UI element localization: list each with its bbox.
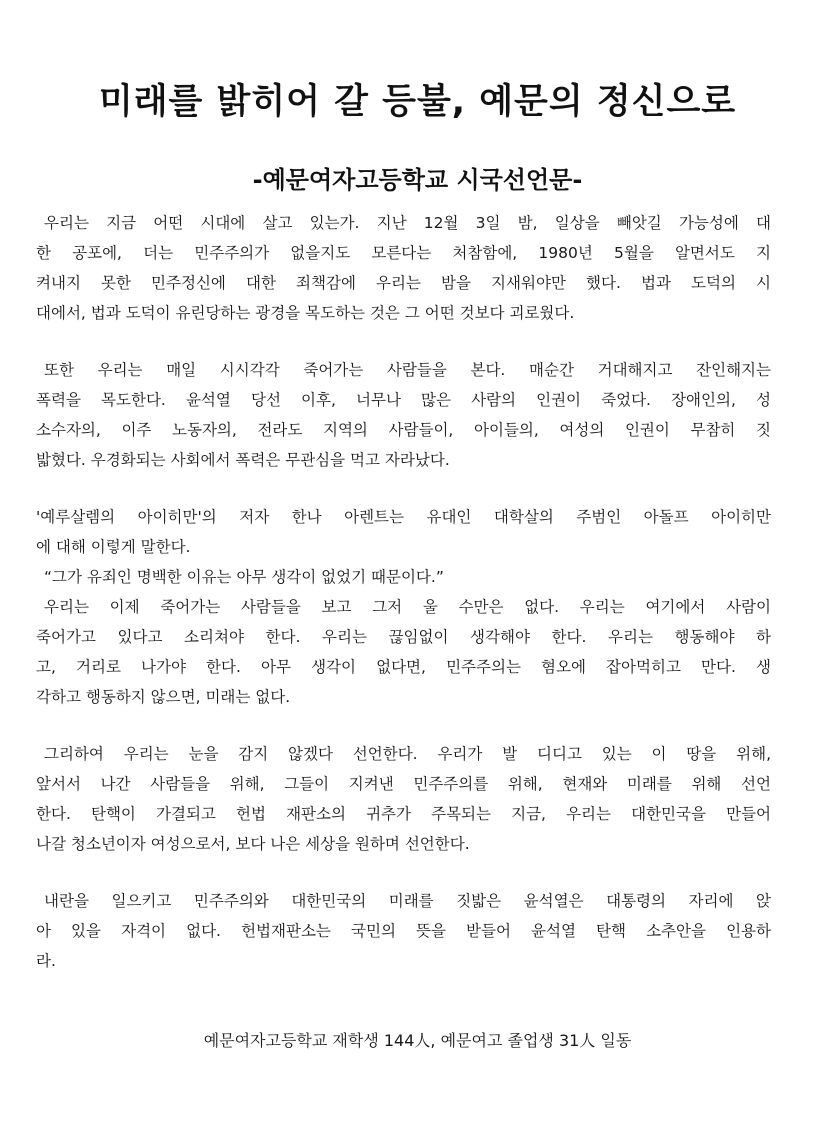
paragraph-line: 고, 거리로 나가야 한다. 아무 생각이 없다면, 민주주의는 혐오에 잡아먹히고 만다. 생 [36,658,771,676]
paragraph-line: 또한 우리는 매일 시시각각 죽어가는 사람들을 본다. 매순간 거대해지고 잔인해지는 [44,361,771,379]
paragraph-line: 각하고 행동하지 않으면, 미래는 없다. [36,688,291,706]
document-subtitle: -예문여자고등학교 시국선언문- [252,166,583,194]
paragraph-line: 대에서, 법과 도덕이 유린당하는 광경을 목도하는 것은 그 어떤 것보다 괴로웠다. [36,304,575,322]
paragraph-line: 소수자의, 이주 노동자의, 전라도 지역의 사람들이, 아이들의, 여성의 인권이 무참히 짓 [36,421,771,439]
document-body [36,208,771,1003]
paragraph-line: 켜내지 못한 민주정신에 대한 죄책감에 우리는 밤을 지새워야만 했다. 법과 도덕의 시 [36,274,771,292]
paragraph-line: 죽어가고 있다고 소리쳐야 한다. 우리는 끊임없이 생각해야 한다. 우리는 행동해야 하 [36,628,771,646]
paragraph-line: 나갈 청소년이자 여성으로서, 보다 나은 세상을 원하며 선언한다. [36,835,470,853]
paragraph-line: 에 대해 이렇게 말한다. [36,538,191,556]
paragraph-line: 그리하여 우리는 눈을 감지 않겠다 선언한다. 우리가 발 디디고 있는 이 땅을 위해, [44,745,771,763]
paragraph-line: 앞서서 나간 사람들을 위해, 그들이 지켜낸 민주주의를 위해, 현재와 미래를 위해 선언 [36,775,771,793]
paragraph-line: '예루살렘의 아이히만'의 저자 한나 아렌트는 유대인 대학살의 주범인 아돌프 아이히만 [36,508,771,526]
paragraph-line: 폭력을 목도한다. 윤석열 당선 이후, 너무나 많은 사람의 인권이 죽었다. 장애인의, 성 [36,391,771,409]
paragraph-4 [36,739,771,859]
signature: 예문여자고등학교 재학생 144人, 예문여고 졸업생 31人 일동 [203,1031,632,1050]
paragraph-3 [36,502,771,712]
paragraph-line: 라. [36,952,56,970]
quote-line: “그가 유죄인 명백한 이유는 아무 생각이 없었기 때문이다.” [44,568,444,586]
paragraph-line: 내란을 일으키고 민주주의와 대한민국의 미래를 짓밟은 윤석열은 대통령의 자리에 앉 [44,892,771,910]
paragraph-line: 우리는 이제 죽어가는 사람들을 보고 그저 울 수만은 없다. 우리는 여기에서 사람이 [44,598,771,616]
paragraph-5 [36,886,771,976]
document-title: 미래를 밝히어 갈 등불, 예문의 정신으로 [98,82,737,122]
paragraph-line: 밟혔다. 우경화되는 사회에서 폭력은 무관심을 먹고 자라났다. [36,451,450,469]
paragraph-line: 한 공포에, 더는 민주주의가 없을지도 모른다는 처참함에, 1980년 5월을 알면서도 지 [36,244,771,262]
paragraph-2 [36,355,771,475]
paragraph-1 [36,208,771,328]
paragraph-line: 아 있을 자격이 없다. 헌법재판소는 국민의 뜻을 받들어 윤석열 탄핵 소추안을 인용하 [36,922,771,940]
paragraph-line: 한다. 탄핵이 가결되고 헌법 재판소의 귀추가 주목되는 지금, 우리는 대한민국을 만들어 [36,805,771,823]
paragraph-line: 우리는 지금 어떤 시대에 살고 있는가. 지난 12월 3일 밤, 일상을 빼앗길 가능성에 대 [44,214,771,232]
